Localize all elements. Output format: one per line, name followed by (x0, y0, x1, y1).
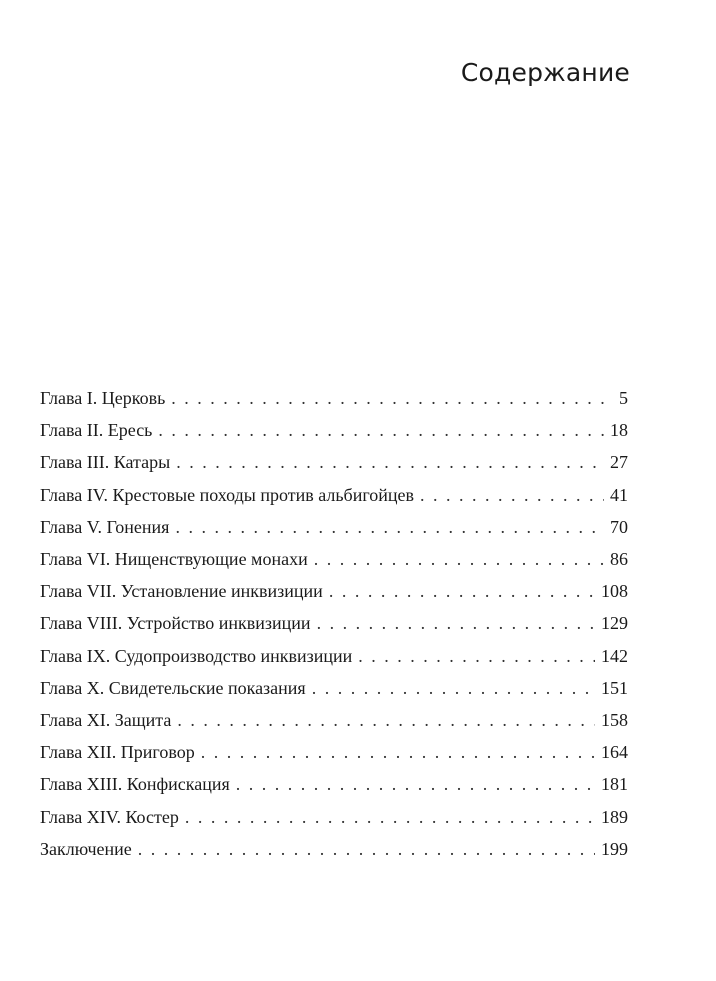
dot-leader (358, 640, 595, 672)
toc-entry (40, 511, 628, 543)
toc-entry-page: 151 (601, 677, 628, 698)
page-title: Содержание (460, 58, 630, 87)
dot-leader (158, 414, 604, 446)
dot-leader (177, 704, 595, 736)
toc-entry-page: 181 (601, 774, 628, 795)
dot-leader (420, 479, 604, 511)
toc-entry-title: Глава I. Церковь (40, 388, 166, 408)
toc-entry (40, 543, 628, 575)
dot-leader (176, 446, 604, 478)
toc-entry-page: 27 (610, 452, 628, 473)
toc-entry-page: 41 (610, 484, 628, 505)
dot-leader (201, 736, 595, 768)
toc-entry-page: 142 (601, 645, 628, 666)
toc-entry-title: Глава IV. Крестовые походы против альбигойцев (40, 484, 415, 505)
toc-entry-page: 189 (601, 806, 628, 827)
dot-leader (312, 672, 595, 704)
toc-entry-title: Глава III. Катары (40, 452, 171, 473)
toc-entry-title: Заключение (40, 838, 132, 859)
dot-leader (236, 768, 595, 800)
toc-entry (40, 479, 628, 511)
toc-entry-title: Глава V. Гонения (40, 516, 170, 537)
dot-leader (329, 575, 595, 607)
toc-entry-page: 129 (601, 613, 628, 634)
toc-entry-title: Глава XII. Приговор (40, 742, 195, 763)
table-of-contents (40, 382, 628, 865)
toc-entry-title: Глава VI. Нищенствующие монахи (40, 549, 308, 570)
toc-entry (40, 768, 628, 800)
toc-entry (40, 640, 628, 672)
toc-entry (40, 833, 628, 865)
toc-entry (40, 736, 628, 768)
toc-entry-title: Глава XIV. Костер (40, 806, 179, 827)
toc-entry-page: 164 (601, 742, 628, 763)
toc-entry-title: Глава IX. Судопроизводство инквизиции (40, 645, 353, 666)
dot-leader (317, 607, 595, 639)
toc-entry-title: Глава XI. Защита (40, 710, 172, 731)
toc-entry-page: 199 (601, 838, 628, 859)
toc-entry-page: 18 (610, 420, 628, 441)
dot-leader (175, 511, 604, 543)
toc-entry (40, 607, 628, 639)
toc-entry (40, 801, 628, 833)
dot-leader (185, 801, 595, 833)
toc-entry-page: 158 (601, 710, 628, 731)
toc-entry-title: Глава II. Ересь (40, 420, 153, 441)
toc-entry (40, 575, 628, 607)
toc-entry-page: 108 (601, 581, 628, 602)
toc-entry-page: 70 (610, 516, 628, 537)
dot-leader (138, 833, 595, 865)
toc-entry (40, 446, 628, 478)
toc-entry-title: Глава X. Свидетельские показания (40, 677, 306, 698)
toc-entry-title: Глава VII. Установление инквизиции (40, 581, 323, 602)
toc-entry-title: Глава XIII. Конфискация (40, 774, 230, 795)
dot-leader (171, 382, 613, 414)
toc-entry (40, 704, 628, 736)
toc-entry (40, 672, 628, 704)
toc-entry-page: 5 (619, 388, 628, 408)
toc-entry (40, 382, 628, 414)
toc-entry-page: 86 (610, 549, 628, 570)
dot-leader (314, 543, 604, 575)
toc-entry (40, 414, 628, 446)
toc-entry-title: Глава VIII. Устройство инквизиции (40, 613, 311, 634)
